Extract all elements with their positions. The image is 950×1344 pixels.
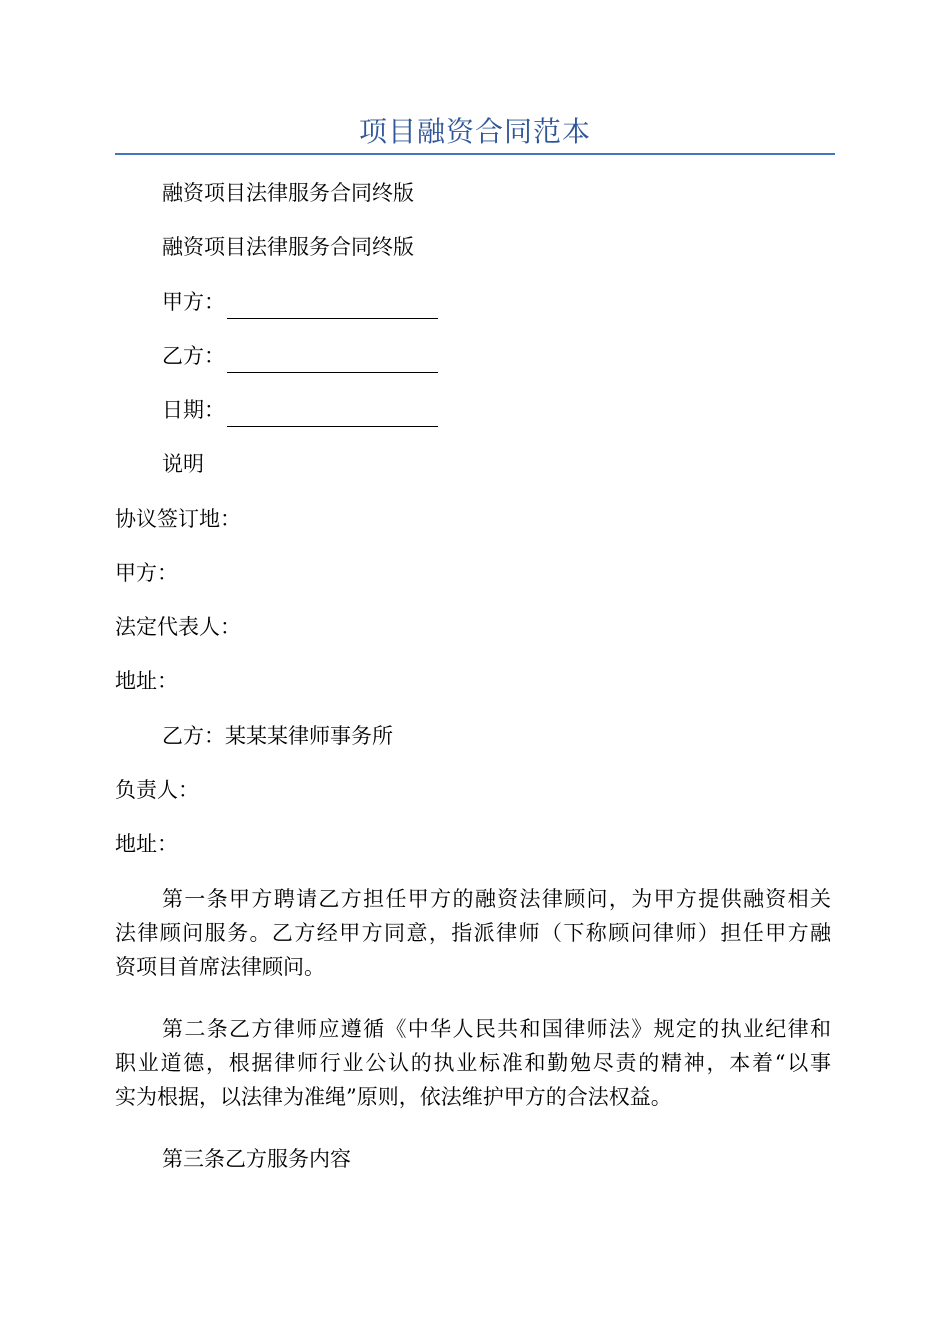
title-underline <box>115 153 835 155</box>
party-b-section-line: 乙方：某某某律师事务所 <box>162 724 393 748</box>
article-2-paragraph <box>115 1012 831 1114</box>
subtitle-line-1: 融资项目法律服务合同终版 <box>162 181 414 205</box>
legal-representative-line: 法定代表人： <box>115 615 241 639</box>
principal-line: 负责人： <box>115 778 199 802</box>
party-b-blank-line <box>227 348 438 373</box>
date-field <box>162 393 835 427</box>
document-title: 项目融资合同范本 <box>358 115 591 148</box>
article-1-line-1: 第一条甲方聘请乙方担任甲方的融资法律顾问，为甲方提供融资相关 <box>162 887 831 911</box>
date-blank-line <box>227 402 438 427</box>
article-1-line-2: 法律顾问服务。乙方经甲方同意，指派律师（下称顾问律师）担任甲方融 <box>115 921 831 945</box>
party-a-label: 甲方： <box>162 290 225 314</box>
article-1-paragraph <box>115 882 831 984</box>
article-2-line-2: 职业道德，根据律师行业公认的执业标准和勤勉尽责的精神，本着“以事 <box>115 1051 831 1075</box>
party-a-section-line: 甲方： <box>115 561 178 585</box>
party-a-field <box>162 285 835 319</box>
notes-heading: 说明 <box>162 452 204 476</box>
article-2-line-1: 第二条乙方律师应遵循《中华人民共和国律师法》规定的执业纪律和 <box>162 1017 831 1041</box>
subtitle-line-2: 融资项目法律服务合同终版 <box>162 235 414 259</box>
party-b-field <box>162 339 835 373</box>
party-b-address-line: 地址： <box>115 832 178 856</box>
party-b-label: 乙方： <box>162 344 225 368</box>
article-1-line-3: 资项目首席法律顾问。 <box>115 955 325 979</box>
article-3-heading: 第三条乙方服务内容 <box>162 1147 351 1171</box>
date-label: 日期： <box>162 398 225 422</box>
party-a-address-line: 地址： <box>115 669 178 693</box>
party-a-blank-line <box>227 294 438 319</box>
article-2-line-3: 实为根据，以法律为准绳”原则，依法维护甲方的合法权益。 <box>115 1085 672 1109</box>
signing-place-line: 协议签订地： <box>115 507 241 531</box>
